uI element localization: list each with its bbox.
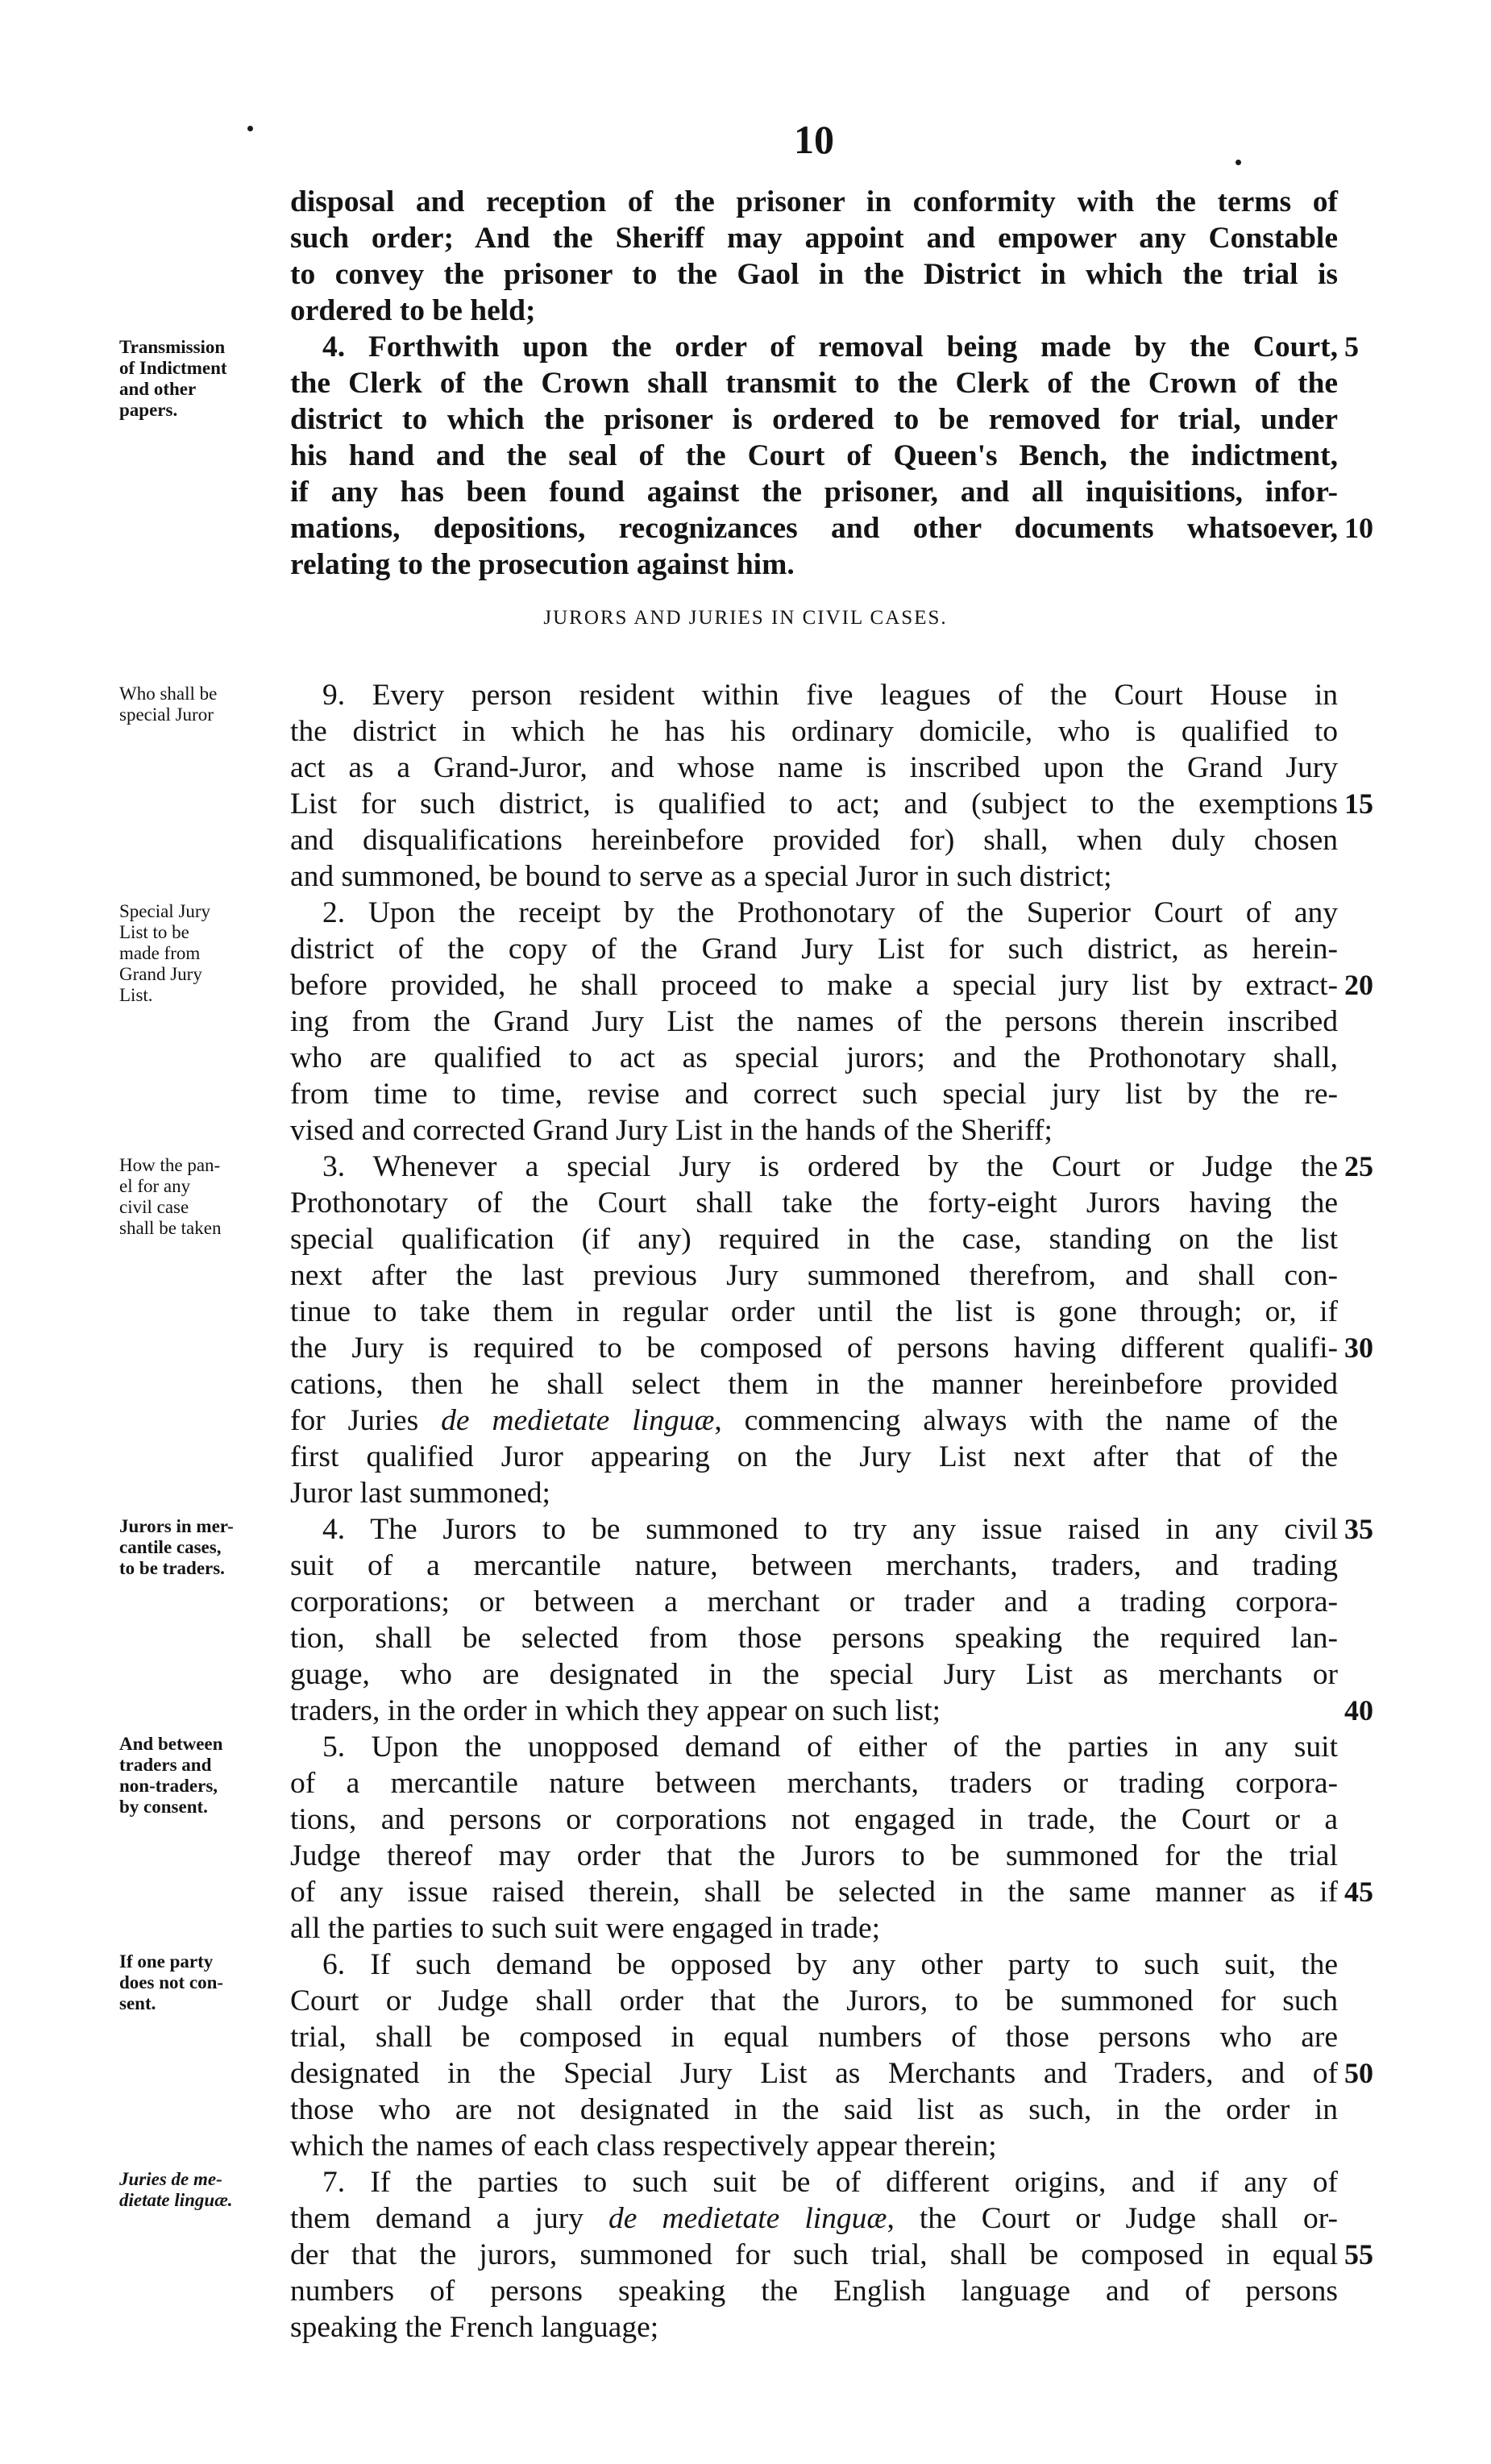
text-line: numbers of persons speaking the English language and of persons xyxy=(290,2275,1338,2308)
text-line: his hand and the seal of the Court of Queen's Bench, the indictment, xyxy=(290,439,1338,472)
text-line: disposal and reception of the prisoner in conformity with the terms of xyxy=(290,185,1338,218)
text-line: 3. Whenever a special Jury is ordered by the Court or Judge the xyxy=(322,1150,1338,1183)
line-number: 25 xyxy=(1344,1150,1373,1182)
text-line: which the names of each class respectively appear therein; xyxy=(290,2130,997,2163)
text-line: ordered to be held; xyxy=(290,294,536,327)
margin-note-line: civil case xyxy=(119,1197,189,1217)
margin-note-line: Grand Jury xyxy=(119,964,202,984)
text-line: Court or Judge shall order that the Jurors, to be summoned for such xyxy=(290,1984,1338,2017)
text-line: such order; And the Sheriff may appoint and empower any Constable xyxy=(290,222,1338,255)
margin-note-line: Juries de me- xyxy=(119,2169,222,2189)
text-line: the district in which he has his ordinary domicile, who is qualified to xyxy=(290,715,1338,748)
margin-note-line: shall be taken xyxy=(119,1218,222,1238)
margin-note-line: sent. xyxy=(119,1993,156,2013)
margin-note-line: of Indictment xyxy=(119,358,227,378)
margin-note-line: Who shall be xyxy=(119,684,218,704)
margin-note-line: and other xyxy=(119,379,197,399)
text-line: suit of a mercantile nature, between merchants, traders, and trading xyxy=(290,1549,1338,1582)
text-line: special qualification (if any) required in the case, standing on the list xyxy=(290,1223,1338,1256)
text-line: to convey the prisoner to the Gaol in the District in which the trial is xyxy=(290,258,1338,291)
margin-note xyxy=(119,684,289,725)
text-line: Judge thereof may order that the Jurors to be summoned for the trial xyxy=(290,1839,1338,1872)
text-line: Juror last summoned; xyxy=(290,1477,550,1510)
line-number: 40 xyxy=(1344,1694,1373,1726)
margin-note xyxy=(119,901,289,1006)
text-line: 6. If such demand be opposed by any other party to such suit, the xyxy=(322,1948,1338,1981)
margin-note-line: If one party xyxy=(119,1951,214,1972)
margin-note-line: does not con- xyxy=(119,1972,224,1992)
text-line: 5. Upon the unopposed demand of either of the parties in any suit xyxy=(322,1731,1338,1764)
text-line: them demand a jury de medietate linguæ, the Court or Judge shall or- xyxy=(290,2202,1338,2235)
print-speck xyxy=(1236,160,1241,165)
text-line: from time to time, revise and correct such special jury list by the re- xyxy=(290,1078,1338,1111)
text-line: and disqualifications hereinbefore provided for) shall, when duly chosen xyxy=(290,824,1338,857)
margin-note-line: Jurors in mer- xyxy=(119,1516,234,1536)
line-number: 10 xyxy=(1344,512,1373,544)
text-line: 4. Forthwith upon the order of removal being made by the Court, xyxy=(322,330,1338,364)
text-line: of a mercantile nature between merchants, traders or trading corpora- xyxy=(290,1767,1338,1800)
text-line: List for such district, is qualified to act; and (subject to the exemptions xyxy=(290,787,1338,821)
margin-note-line: How the pan- xyxy=(119,1155,221,1175)
text-line: speaking the French language; xyxy=(290,2311,659,2344)
margin-note-line: special Juror xyxy=(119,704,214,725)
margin-note-line: Transmission xyxy=(119,337,226,357)
margin-note xyxy=(119,337,289,421)
text-line: who are qualified to act as special jurors; and the Prothonotary shall, xyxy=(290,1041,1338,1074)
text-line: mations, depositions, recognizances and other documents whatsoever, xyxy=(290,512,1338,545)
margin-note-line: Special Jury xyxy=(119,901,211,921)
text-line: before provided, he shall proceed to make a special jury list by extract- xyxy=(290,969,1338,1002)
line-number: 20 xyxy=(1344,969,1373,1001)
margin-note-line: made from xyxy=(119,943,201,963)
text-line: vised and corrected Grand Jury List in the hands of the Sheriff; xyxy=(290,1114,1053,1147)
text-line: relating to the prosecution against him. xyxy=(290,548,795,581)
text-line: 9. Every person resident within five leagues of the Court House in xyxy=(322,679,1338,712)
margin-note-line: List to be xyxy=(119,922,189,942)
print-speck xyxy=(247,126,253,131)
margin-note-line: el for any xyxy=(119,1176,191,1196)
line-number: 45 xyxy=(1344,1876,1373,1908)
text-line: guage, who are designated in the special Jury List as merchants or xyxy=(290,1658,1338,1691)
text-line: district to which the prisoner is ordered to be removed for trial, under xyxy=(290,403,1338,436)
text-line: the Clerk of the Crown shall transmit to the Clerk of the Crown of the xyxy=(290,367,1338,400)
text-line: 2. Upon the receipt by the Prothonotary of the Superior Court of any xyxy=(322,896,1338,929)
margin-note xyxy=(119,1951,289,2014)
text-line: next after the last previous Jury summoned therefrom, and shall con- xyxy=(290,1259,1338,1292)
text-line: first qualified Juror appearing on the Jury List next after that of the xyxy=(290,1440,1338,1473)
section-heading: JURORS AND JURIES IN CIVIL CASES. xyxy=(543,607,948,629)
text-line: tions, and persons or corporations not engaged in trade, the Court or a xyxy=(290,1803,1338,1836)
margin-note-line: papers. xyxy=(119,400,178,420)
text-line: trial, shall be composed in equal numbers of those persons who are xyxy=(290,2021,1338,2054)
text-line: the Jury is required to be composed of persons having different qualifi- xyxy=(290,1332,1338,1365)
text-line: der that the jurors, summoned for such trial, shall be composed in equal xyxy=(290,2238,1338,2271)
text-line: 4. The Jurors to be summoned to try any issue raised in any civil xyxy=(322,1513,1338,1546)
text-line: Prothonotary of the Court shall take the forty-eight Jurors having the xyxy=(290,1186,1338,1220)
line-number: 55 xyxy=(1344,2238,1373,2271)
text-line: tinue to take them in regular order until the list is gone through; or, if xyxy=(290,1295,1338,1328)
text-line: those who are not designated in the said list as such, in the order in xyxy=(290,2093,1338,2126)
margin-note-line: dietate linguæ. xyxy=(119,2190,233,2210)
text-line: district of the copy of the Grand Jury List for such district, as herein- xyxy=(290,933,1338,966)
margin-note-line: traders and xyxy=(119,1755,212,1775)
page-number: 10 xyxy=(794,117,834,162)
text-line: 7. If the parties to such suit be of different origins, and if any of xyxy=(322,2166,1338,2199)
margin-note-line: non-traders, xyxy=(119,1776,218,1796)
margin-note-line: to be traders. xyxy=(119,1558,225,1578)
text-line: corporations; or between a merchant or trader and a trading corpora- xyxy=(290,1585,1338,1618)
text-line: ing from the Grand Jury List the names of the persons therein inscribed xyxy=(290,1005,1338,1038)
margin-note xyxy=(119,2169,289,2211)
text-line: if any has been found against the prisoner, and all inquisitions, infor- xyxy=(290,476,1338,509)
line-number: 15 xyxy=(1344,787,1373,820)
text-line: all the parties to such suit were engaged in trade; xyxy=(290,1912,881,1945)
line-number: 50 xyxy=(1344,2057,1373,2089)
margin-note-line: cantile cases, xyxy=(119,1537,222,1557)
margin-note xyxy=(119,1516,289,1579)
text-line: designated in the Special Jury List as Merchants and Traders, and of xyxy=(290,2057,1338,2090)
margin-note-line: And between xyxy=(119,1734,223,1754)
text-line: act as a Grand-Juror, and whose name is inscribed upon the Grand Jury xyxy=(290,751,1338,784)
margin-note-line: by consent. xyxy=(119,1797,208,1817)
line-number: 30 xyxy=(1344,1332,1373,1364)
text-line: cations, then he shall select them in the manner hereinbefore provided xyxy=(290,1368,1338,1401)
line-number: 35 xyxy=(1344,1513,1373,1545)
text-line: traders, in the order in which they appear on such list; xyxy=(290,1694,941,1727)
text-line: for Juries de medietate linguæ, commencing always with the name of the xyxy=(290,1404,1338,1437)
margin-note-line: List. xyxy=(119,985,153,1005)
text-line: tion, shall be selected from those persons speaking the required lan- xyxy=(290,1622,1338,1655)
line-number: 5 xyxy=(1344,330,1359,363)
margin-note xyxy=(119,1734,289,1818)
margin-note xyxy=(119,1155,289,1239)
text-line: and summoned, be bound to serve as a special Juror in such district; xyxy=(290,860,1112,893)
text-line: of any issue raised therein, shall be selected in the same manner as if xyxy=(290,1876,1338,1909)
